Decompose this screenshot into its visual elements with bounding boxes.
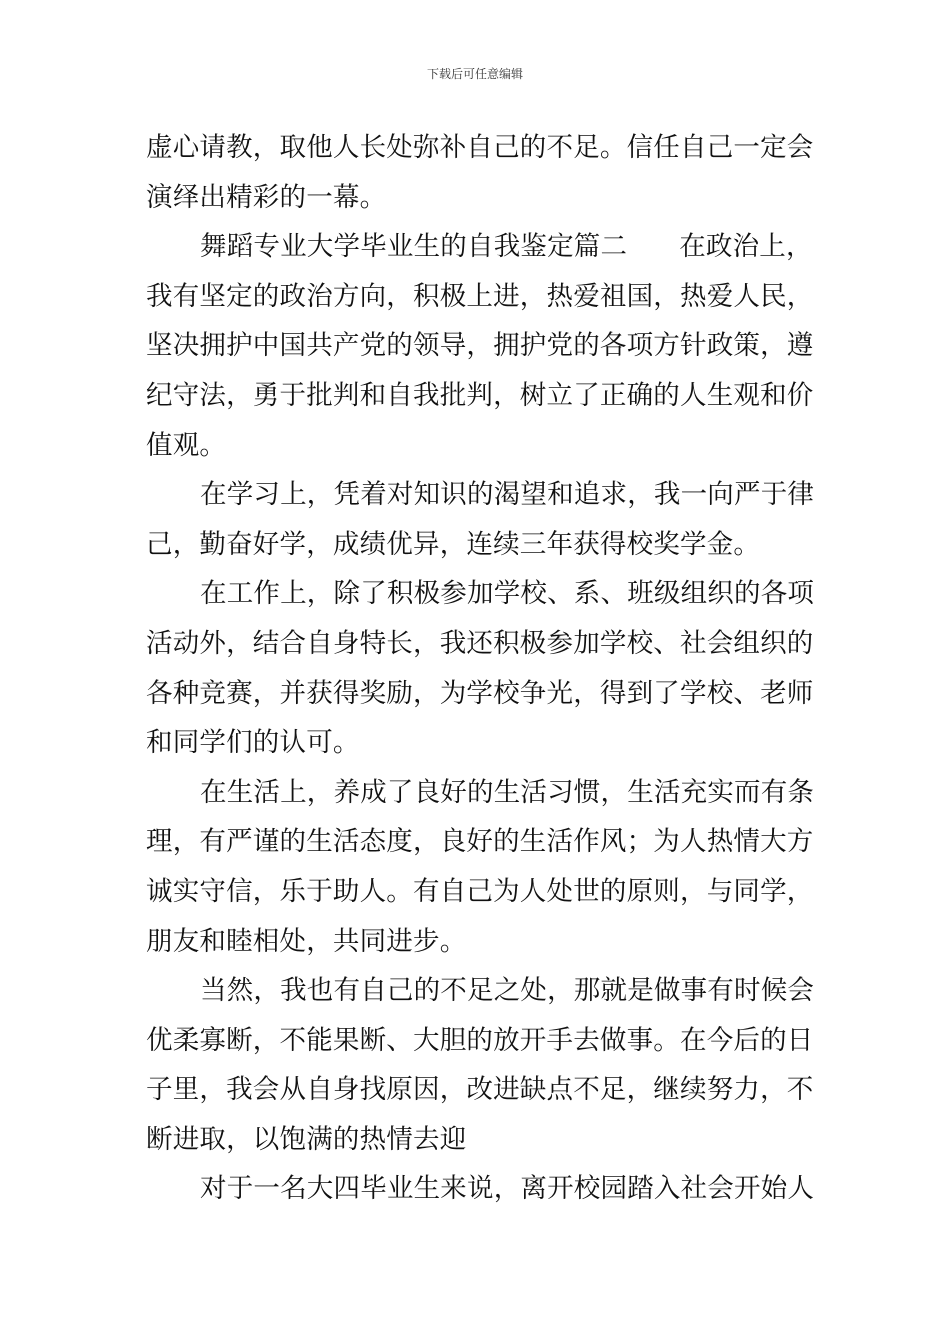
- text-line: 纪守法，勇于批判和自我批判，树立了正确的人生观和价: [146, 379, 814, 411]
- paragraph-first-line: 当然，我也有自己的不足之处，那就是做事有时候会: [200, 975, 815, 1007]
- page-header: 下载后可任意编辑: [426, 67, 523, 81]
- text-line: 活动外，结合自身特长，我还积极参加学校、社会组织的: [146, 627, 814, 659]
- paragraph-first-line: 在生活上，养成了良好的生活习惯，生活充实而有条: [200, 776, 815, 808]
- text-line: 和同学们的认可。: [146, 727, 360, 759]
- text-line: 己，勤奋好学，成绩优异，连续三年获得校奖学金。: [146, 528, 761, 560]
- text-line: 各种竞赛，并获得奖励，为学校争光，得到了学校、老师: [146, 677, 814, 709]
- text-line: 理，有严谨的生活态度，良好的生活作风；为人热情大方: [146, 826, 814, 858]
- paragraph-first-line: 在工作上，除了积极参加学校、系、班级组织的各项: [200, 578, 815, 610]
- paragraph-first-line: 在学习上，凭着对知识的渴望和追求，我一向严于律: [200, 479, 815, 511]
- text-line: 子里，我会从自身找原因，改进缺点不足，继续努力，不: [146, 1074, 814, 1106]
- text-line: 坚决拥护中国共产党的领导，拥护党的各项方针政策，遵: [146, 330, 814, 362]
- text-line: 诚实守信，乐于助人。有自己为人处世的原则，与同学，: [146, 875, 814, 907]
- text-line: 朋友和睦相处，共同进步。: [146, 925, 467, 957]
- text-line: 值观。: [146, 429, 227, 461]
- text-line: 虚心请教，取他人长处弥补自己的不足。信任自己一定会: [146, 132, 814, 163]
- paragraph-start: 在政治上，: [679, 231, 813, 263]
- paragraph-first-line: 对于一名大四毕业生来说，离开校园踏入社会开始人: [200, 1173, 815, 1205]
- text-line: 优柔寡断，不能果断、大胆的放开手去做事。在今后的日: [146, 1024, 814, 1056]
- text-line: 断进取，以饱满的热情去迎: [146, 1123, 467, 1155]
- section-title: 舞蹈专业大学毕业生的自我鉴定篇二: [200, 231, 628, 263]
- document-body: [146, 128, 814, 1219]
- text-line: 我有坚定的政治方向，积极上进，热爱祖国，热爱人民，: [146, 280, 814, 312]
- text-line: 演绎出精彩的一幕。: [146, 181, 387, 213]
- section-heading-line: [146, 227, 814, 277]
